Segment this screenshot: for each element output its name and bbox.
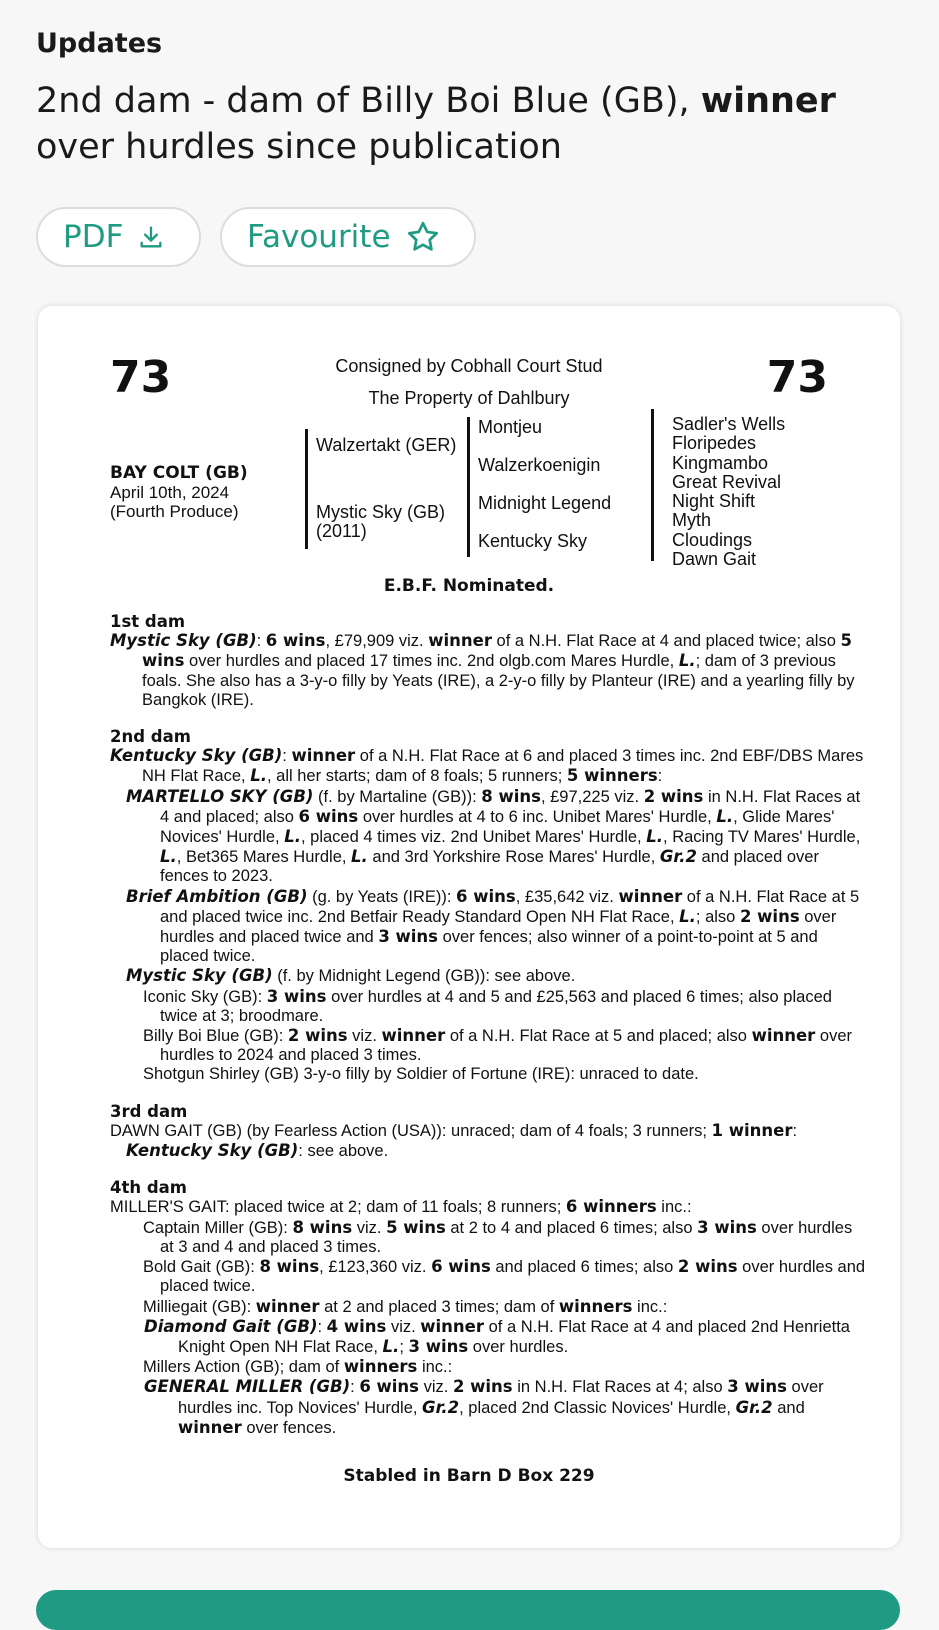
entry: Mystic Sky (GB) (f. by Midnight Legend (GB)): see above. bbox=[126, 966, 576, 986]
entry: Kentucky Sky (GB): see above. bbox=[126, 1141, 389, 1161]
star-icon bbox=[405, 219, 441, 255]
property-of: The Property of Dahlbury bbox=[368, 388, 570, 408]
second-dam-section bbox=[110, 727, 870, 1085]
consignor: Consigned by Cobhall Court Stud bbox=[335, 356, 603, 376]
pedigree-gen3-6: Myth bbox=[672, 510, 712, 531]
pedigree-gen3-3: Kingmambo bbox=[672, 452, 769, 473]
pedigree-gen3-1: Sadler's Wells bbox=[672, 414, 786, 434]
entry: Captain Miller (GB): 8 wins viz. 5 wins at 2 to 4 and placed 6 times; also 3 wins over hurdles at 3 and 4 and placed 3 times. bbox=[143, 1217, 853, 1256]
entry: GENERAL MILLER (GB): 6 wins viz. 2 wins in N.H. Flat Races at 4; also 3 wins over hurdles inc. Top Novices' Hurdle, Gr.2, placed 2nd Classic Novices' Hurdle, Gr.2 and winner over fences. bbox=[144, 1377, 824, 1437]
entry: MILLER'S GAIT: placed twice at 2; dam of 11 foals; 8 runners; 6 winners inc.: bbox=[110, 1197, 692, 1217]
pedigree-divider-3 bbox=[651, 409, 654, 561]
entry: Kentucky Sky (GB): winner of a N.H. Flat Race at 6 and placed 3 times inc. 2nd EBF/DBS Mares NH Flat Race, L., all her starts; dam of 8 foals; 5 runners; 5 winners: bbox=[110, 746, 864, 786]
pedigree-gen3-4: Great Revival bbox=[672, 471, 782, 492]
updates-heading: Updates bbox=[36, 28, 163, 59]
section-heading: 1st dam bbox=[110, 612, 186, 631]
section-heading: 3rd dam bbox=[110, 1101, 188, 1121]
entry: Mystic Sky (GB): 6 wins, £79,909 viz. winner of a N.H. Flat Race at 4 and placed twice; also 5 wins over hurdles and placed 17 times inc. 2nd olgb.com Mares Hurdle, L.; dam of 3 previous foals. She also has a 3-y-o filly by Yeats (IRE), a 2-y-o filly by Planteur (IRE) and a yearling filly by Bangkok (IRE). bbox=[110, 631, 855, 709]
entry: DAWN GAIT (GB) (by Fearless Action (USA)): unraced; dam of 4 foals; 3 runners; 1 winner: bbox=[110, 1120, 798, 1140]
horse-name: BAY COLT (GB) bbox=[110, 463, 248, 483]
horse-dob: April 10th, 2024 bbox=[110, 483, 230, 502]
pedigree-gen2-4: Kentucky Sky bbox=[478, 531, 588, 551]
pedigree-sire: Walzertakt (GER) bbox=[316, 435, 457, 455]
pedigree-gen2-3: Midnight Legend bbox=[478, 493, 612, 513]
entry: Iconic Sky (GB): 3 wins over hurdles at 4 and 5 and £25,563 and placed 6 times; also placed twice at 3; broodmare. bbox=[143, 986, 832, 1025]
horse-produce: (Fourth Produce) bbox=[110, 502, 239, 521]
lot-number-right: 73 bbox=[766, 352, 828, 403]
entry: MARTELLO SKY (GB) (f. by Martaline (GB)): 8 wins, £97,225 viz. 2 wins in N.H. Flat Races at 4 and placed; also 6 wins over hurdles at 4 to 6 inc. Unibet Mares' Hurdle, L., Glide Mares' Novices' Hurdle, L., placed 4 times viz. 2nd Unibet Mares' Hurdle, L., Racing TV Mares' Hurdle, L., Bet365 Mares Hurdle, L. and 3rd Yorkshire Rose Mares' Hurdle, Gr.2 and placed over fences to 2023. bbox=[126, 786, 861, 886]
pedigree-divider-1 bbox=[305, 429, 308, 549]
download-icon bbox=[137, 223, 165, 251]
entry: Billy Boi Blue (GB): 2 wins viz. winner of a N.H. Flat Race at 5 and placed; also winner over hurdles to 2024 and placed 3 times. bbox=[143, 1026, 852, 1065]
catalogue-body bbox=[110, 612, 870, 1455]
stabled-location: Stabled in Barn D Box 229 bbox=[343, 1466, 595, 1486]
entry: Shotgun Shirley (GB) 3-y-o filly by Soldier of Fortune (IRE): unraced to date. bbox=[143, 1065, 699, 1084]
ebf-nominated: E.B.F. Nominated. bbox=[383, 576, 555, 596]
pedigree-gen2-2: Walzerkoenigin bbox=[478, 455, 601, 475]
entry: Brief Ambition (GB) (g. by Yeats (IRE)): 6 wins, £35,642 viz. winner of a N.H. Flat Race at 5 and placed twice inc. 2nd Betfair Ready Standard Open NH Flat Race, L.; also 2 wins over hurdles and placed twice and 3 wins over fences; also winner of a point-to-point at 5 and placed twice. bbox=[126, 886, 860, 966]
section-heading: 2nd dam bbox=[110, 727, 191, 747]
pdf-label: PDF bbox=[63, 219, 124, 255]
entry: Bold Gait (GB): 8 wins, £123,360 viz. 6 wins and placed 6 times; also 2 wins over hurdles and placed twice. bbox=[143, 1257, 866, 1296]
entry: Millers Action (GB); dam of winners inc.: bbox=[143, 1357, 453, 1377]
pedigree-gen3-5: Night Shift bbox=[672, 491, 756, 512]
catalogue-page-card bbox=[38, 306, 900, 1548]
entry: Diamond Gait (GB): 4 wins viz. winner of a N.H. Flat Race at 4 and placed 2nd Henrietta Knight Open NH Flat Race, L.; 3 wins over hurdles. bbox=[144, 1316, 850, 1356]
bottom-action-bar[interactable] bbox=[36, 1590, 900, 1630]
pedigree-gen3-2: Floripedes bbox=[672, 433, 757, 454]
pedigree-gen3 bbox=[672, 415, 785, 569]
update-note: 2nd dam - dam of Billy Boi Blue (GB), winner over hurdles since publication bbox=[36, 81, 836, 167]
pdf-download-button[interactable] bbox=[36, 207, 201, 267]
catalogue-page bbox=[38, 306, 900, 1548]
favourite-button[interactable] bbox=[220, 207, 476, 267]
entry: Milliegait (GB): winner at 2 and placed 3 times; dam of winners inc.: bbox=[143, 1296, 668, 1316]
pedigree-gen3-8: Dawn Gait bbox=[672, 549, 757, 570]
first-dam-section bbox=[110, 612, 870, 710]
favourite-label: Favourite bbox=[247, 219, 391, 255]
pedigree-dam: Mystic Sky (GB) (2011) bbox=[316, 502, 445, 541]
section-heading: 4th dam bbox=[110, 1178, 187, 1198]
fourth-dam-section bbox=[110, 1178, 870, 1438]
horse-info bbox=[110, 464, 248, 521]
lot-number: 73 bbox=[110, 352, 172, 403]
pedigree-gen2-1: Montjeu bbox=[478, 417, 543, 437]
pedigree-divider-2 bbox=[467, 417, 470, 557]
third-dam-section bbox=[110, 1102, 870, 1162]
pedigree-gen3-7: Cloudings bbox=[672, 529, 753, 550]
